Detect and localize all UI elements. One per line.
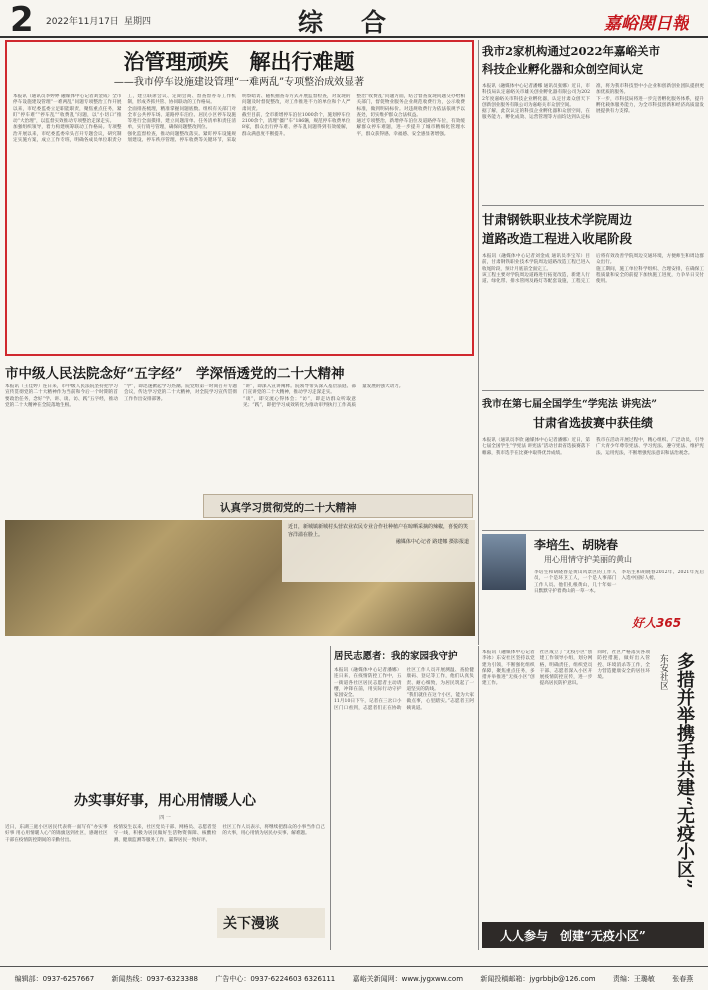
- road-para: 施工期间，施工单位科学组织、合理安排，在确保工程质量和安全的前提下加快施工进度，力争早日交付使用。: [596, 266, 704, 285]
- dongan-story: [482, 650, 704, 950]
- footer-item: 编辑部：0937-6257667: [14, 974, 95, 983]
- header: [0, 0, 708, 38]
- column-divider: [478, 40, 479, 645]
- lead-subtitle: ——我市停车设施建设管理“一难两乱”专项整治成效显著: [113, 77, 365, 88]
- photo-caption: 近日，新城镇新城村头营农业农民专业合作社种植户在晾晒采摘的辣椒，喜悦的笑容洋溢在脸上。: [288, 524, 469, 538]
- lead-para: 本报讯（通讯员李婷婷 融媒体中心记者刘金成）全市停车设施建设管理“一难两乱”问题专项整治工作开展以来，市纪委监委立足职能职责，聚焦重点任务，紧盯“停车难”“停车乱”“收费乱”问题，以“小切口”推动“大治理”，以监督实效推动专项整治走深走实。: [13, 94, 122, 125]
- volunteer-para: “我们就住在这个小区，能为大家做点事，心里踏实。”志愿者王阿姨说道。: [406, 693, 474, 711]
- divider: [330, 646, 331, 950]
- section-title: 综合: [298, 8, 425, 37]
- incubator-body: [482, 84, 704, 198]
- footer: [0, 966, 708, 990]
- dongan-banner: [482, 922, 704, 948]
- dongan-para: 社区成立了“无疫小区”创建工作领导小组，划分网格，明确责任，组织党员干部、志愿者深入小区开展疫情防控宣传，进一步提高居民防护意识。: [539, 650, 593, 687]
- volunteer-para: 本报讯（融媒体中心记者潘娜）连日来，在疫情防控工作中，五一街道各社区居民志愿者主动请缨，冲锋在前，用实际行动守护家园安全。: [334, 668, 402, 699]
- road-title-2: 道路改造工程进入收尾阶段: [482, 231, 633, 246]
- incubator-para: 下一步，市科技局将进一步完善孵化服务体系，提升孵化载体服务能力，为全市科技创新和经济高质量发展提供有力支撑。: [596, 96, 704, 115]
- lead-title: 治管理顽疾 解出行难题: [123, 49, 355, 74]
- lead-story: [5, 40, 474, 356]
- service-para: 社区工作人员表示，将继续把群众的小事当作自己的大事，用心用情为居民办实事、解难题。: [222, 825, 325, 837]
- volunteer-story: [334, 648, 474, 948]
- lead-para: 通过专项整治，新增停车泊位及道路停车位，有效缓解群众停车难题，进一步提升了城市精细化管理水平，群众获得感、幸福感、安全感显著增强。: [356, 119, 465, 137]
- good-people-story: [482, 534, 704, 644]
- good-people-badge: 好人365: [632, 616, 682, 630]
- service-para: 疫情发生以来，社区党员干部、网格员、志愿者坚守一线，积极为居民做好生活物资保障、核酸检测、健康监测等服务工作，赢得居民一致好评。: [113, 825, 217, 843]
- service-title: 办实事好事，用心用情暖人心: [74, 793, 256, 809]
- portrait-photo: [482, 534, 526, 590]
- volunteer-title: 居民志愿者：我的家园我守护: [334, 651, 458, 662]
- lead-para: 全面排查梳理，精准掌握问题底数。组织有关部门对全市公共停车场、道路停车泊位、居民小区停车设施等进行全面摸排，建立问题清单、任务清单和责任清单，实行销号管理，确保问题整改到位。: [127, 106, 236, 131]
- court-para: “学”，即迅速掀起学习热潮。院党组第一时间召开专题会议，传达学习党的二十大精神，对全院学习宣传贯彻工作作出安排部署。: [124, 384, 237, 402]
- lead-body: [13, 94, 465, 350]
- constitution-para: 本报讯（通讯员李欣 融媒体中心记者潘娜）近日，第七届全国学生“学宪法 讲宪法”活动甘肃省选拔赛落下帷幕，我市选手在比赛中取得优异成绩。: [482, 438, 590, 456]
- constitution-body: [482, 438, 704, 520]
- incubator-title-1: 我市2家机构通过2022年嘉峪关市: [482, 44, 661, 58]
- service-story: [5, 790, 325, 948]
- lead-para: 强化监督检查，推动问题整改落实。紧盯停车设施规划建设、停车秩序管理、停车收费等关键环节，采取明察暗访、随机抽查等方式开展监督检查，对发现的问题及时督促整改，对工作推进不力的单位和个人严肃问责。: [127, 94, 351, 144]
- footer-item: 广告中心：0937-6224603 6326111: [215, 974, 336, 983]
- constitution-title-2: 甘肃省选拔赛中获佳绩: [532, 416, 653, 430]
- issue-weekday: 星期四: [124, 17, 152, 27]
- constitution-title-1: 我市在第七届全国学生“学宪法 讲宪法”: [482, 399, 657, 410]
- incubator-para: 据了解，此次认定的科技企业孵化器和众创空间，在服务能力、孵化成效、运营管理等方面均达到认定标准，将为我市科技型中小企业和创新创业团队提供更加优质的服务。: [482, 84, 704, 121]
- court-para: “谈”，即交流心得体会；“访”，即走访群众听取意见；“践”，即把学习成效转化为推动审判执行工作高质量发展的强大动力。: [243, 384, 404, 408]
- court-title: 市中级人民法院念好“五字经” 学深悟透党的二十大精神: [5, 366, 345, 382]
- lead-para: 加强组织领导，着力构建统筹联动工作格局。专项整治开展以来，市纪委监委牵头召开专题会议，研究制定实施方案，成立工作专班，明确各成员单位职责分工，建立联席会议、定期会商、督查督办等工作机制，形成齐抓共管、协同联动的工作格局。: [13, 94, 236, 144]
- incubator-para: 本报讯（融媒体中心记者潘娜 通讯员张娜）近日，市科技局认定嘉峪关市雄关创业孵化器有限公司为2022年度嘉峪关市科技企业孵化器，认定甘肃众创天下创新创业服务有限公司为嘉峪关市众创空间。: [482, 84, 590, 108]
- incubator-title-2: 科技企业孵化器和众创空间认定: [482, 62, 643, 76]
- divider: [482, 205, 704, 206]
- court-para: 本报讯（王佳婷）连日来，市中级人民法院坚持把学习宣传贯彻党的二十大精神作为当前和今后一个时期的首要政治任务，念好“学、讲、谈、访、践”五字经，推动党的二十大精神在全院落地生根。: [5, 384, 118, 408]
- footer-item: 张春燕: [672, 974, 694, 983]
- incubator-story: [482, 42, 704, 202]
- dongan-body: [482, 650, 650, 914]
- photo-caption-box: [282, 520, 475, 582]
- road-para: 该工程主要对学院周边道路进行拓宽改造，新建人行道、绿化带、排水管网及路灯等配套设施，工程完工后将有效改善学院周边交通环境，方便师生和周边群众出行。: [482, 254, 704, 285]
- service-byline: 四 一: [159, 815, 171, 821]
- service-para: 近日，东湖三庭小区居民代表将一面写有“办实事好事 用心用情暖人心”的锦旗送到社区，感谢社区干部在疫情防控期间的辛勤付出。: [5, 825, 108, 843]
- court-para: “讲”，即深入宣讲阐释。院领导带头深入基层法庭、部门宣讲党的二十大精神，推动学习走深走实。: [243, 384, 356, 396]
- road-para: 本报讯（融媒体中心记者刘金成 通讯员李宝军）目前，甘肃钢铁职业技术学院周边道路改造工程已进入收尾阶段，预计月底前全面完工。: [482, 254, 590, 272]
- road-body: [482, 254, 704, 382]
- photo-credit: 融媒体中心记者 路建娜 摄影报道: [395, 539, 469, 545]
- lead-para: 截至目前，全市新增停车泊位1000余个，施划停车位2100余个，清理“僵尸车”186辆，规范停车收费单位8家，群众出行停车难、停车乱问题得到有效缓解，群众满意度不断提升。: [242, 112, 351, 137]
- study-banner-text: 认真学习贯彻党的二十大精神: [220, 502, 357, 514]
- people-body: [534, 570, 704, 610]
- road-title-1: 甘肃钢铁职业技术学院周边: [482, 212, 633, 227]
- court-body: [5, 384, 475, 494]
- page-number: 2: [10, 0, 34, 38]
- footer-item: 新闻投稿邮箱：jygrbbjb@126.com: [480, 974, 596, 983]
- dongan-side-label: 东安社区: [658, 654, 668, 690]
- dongan-para: 本报讯（融媒体中心记者李冰）东安社区坚持以党建为引领，不断强化组织保障，聚焦重点任务，多措并举推进“无疫小区”创建工作。: [482, 650, 535, 687]
- dongan-vertical-title: 多措并举携手共建“无疫小区”: [674, 652, 695, 889]
- footer-item: 嘉峪关新闻网：www.jygxww.com: [352, 974, 464, 983]
- divider: [482, 530, 704, 531]
- newspaper-logo: 嘉峪関日報: [604, 14, 689, 34]
- volunteer-para: 11月10日下午，记者在三岔口小区门口看到，志愿者们正在协助社区工作人员开展测温、查验健康码、登记等工作，他们认真负责、耐心细致，为居民筑起了一道坚实的防线。: [334, 668, 474, 711]
- divider: [478, 646, 479, 950]
- people-para: 李培生和胡晓春2012年、2021年先后入选中国好人榜。: [621, 570, 704, 582]
- constitution-para: 我市在活动开展过程中，精心组织、广泛动员，引导广大青少年尊崇宪法、学习宪法、遵守宪法、维护宪法、运用宪法，不断增强宪法意识和法治观念。: [596, 438, 704, 456]
- lead-para: 整治“收费乱”问题方面，结合督查发现问题交办给相关部门，督促物业服务企业规范收费行为，公示收费标准，做到明码标价。对违规收费行为依法依规予以查处，切实维护群众合法权益。: [356, 94, 465, 118]
- column-logo: 关下漫谈: [217, 908, 325, 938]
- road-story: [482, 210, 704, 388]
- people-subtitle: 用心用情守护美丽的黄山: [544, 555, 632, 564]
- study-banner: [203, 494, 473, 518]
- issue-date: 2022年11月17日: [46, 17, 119, 27]
- footer-item: 新闻热线：0937-6323388: [111, 974, 199, 983]
- dongan-para: 同时，社区严格落实各项防控措施，做好出入管控、环境消杀等工作，全力营造健康安全的居住环境。: [597, 650, 650, 681]
- constitution-story: [482, 396, 704, 528]
- people-title: 李培生、胡晓春: [534, 538, 619, 552]
- footer-item: 责编：王璐敏: [612, 974, 655, 983]
- dongan-banner-text: 人人参与 创建“无疫小区”: [500, 929, 646, 943]
- divider: [482, 390, 704, 391]
- volunteer-body: [334, 668, 474, 938]
- people-para: 李培生和胡晓春是黄山风景区的工作人员，一个是环卫工人，一个是人事部门工作人员。他们扎根黄山，几十年如一日默默守护着黄山的一草一木。: [534, 570, 617, 594]
